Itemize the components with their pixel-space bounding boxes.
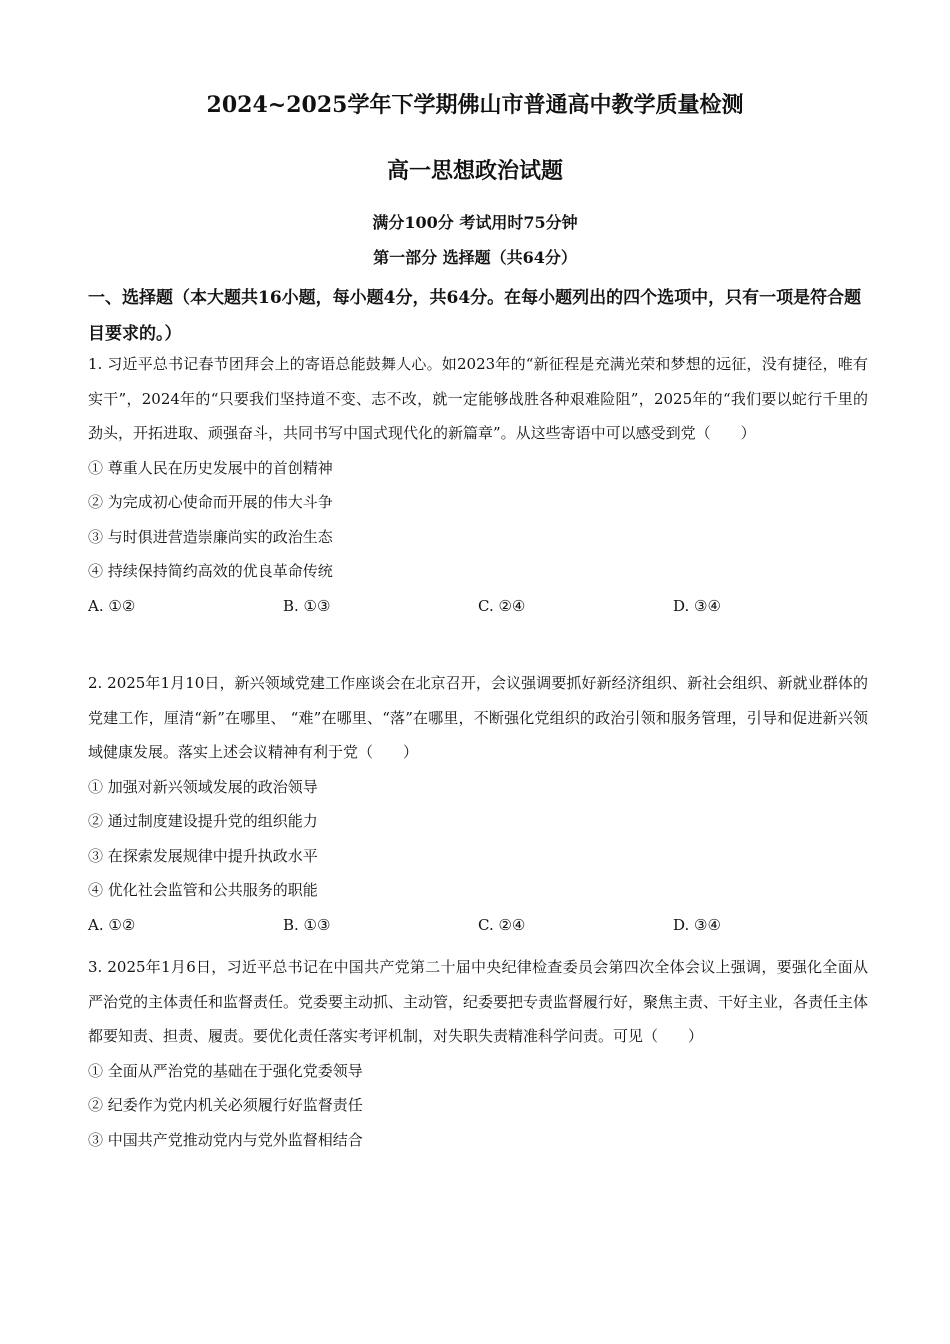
question-1 xyxy=(88,347,868,623)
part-heading: 第一部分 选择题（共64分） xyxy=(373,248,577,267)
question-option: ④ 持续保持简约高效的优良革命传统 xyxy=(88,562,333,580)
question-3 xyxy=(88,950,868,1157)
question-stem: 1. 习近平总书记春节团拜会上的寄语总能鼓舞人心。如2023年的“新征程是充满光荣和梦想的远征，没有捷径，唯有实干”，2024年的“只要我们坚持道不变、志不改，就一定能够战胜各种艰难险阻”，2025年的“我们要以蛇行千里的劲头，开拓进取、顽强奋斗，共同书写中国式现代化的新篇章”。从这些寄语中可以感受到党（ ） xyxy=(88,355,868,442)
question-option: ① 尊重人民在历史发展中的首创精神 xyxy=(88,458,333,477)
question-stem: 3. 2025年1月6日，习近平总书记在中国共产党第二十届中央纪律检查委员会第四次全体会议上强调，要强化全面从严治党的主体责任和监督责任。党委要主动抓、主动管，纪委要把专责监督履行好，聚焦主责、干好主业，各责任主体都要知责、担责、履责。要优化责任落实考评机制，对失职失责精准科学问责。可见（ ） xyxy=(88,958,869,1045)
question-option: ② 通过制度建设提升党的组织能力 xyxy=(88,812,318,830)
question-option: ① 加强对新兴领域发展的政治领导 xyxy=(88,777,318,796)
exam-title: 2024~2025学年下学期佛山市普通高中教学质量检测 xyxy=(206,92,744,118)
choice-d: D. ③④ xyxy=(673,915,721,934)
section-heading: 一、选择题（本大题共16小题，每小题4分，共64分。在每小题列出的四个选项中，只有一项是符合题目要求的。） xyxy=(88,288,862,344)
choice-a: A. ①② xyxy=(88,915,136,934)
exam-meta: 满分100分 考试用时75分钟 xyxy=(372,213,578,232)
answer-choices xyxy=(88,908,868,943)
question-option: ③ 中国共产党推动党内与党外监督相结合 xyxy=(88,1130,363,1149)
answer-choices xyxy=(88,589,868,624)
question-option: ④ 优化社会监管和公共服务的职能 xyxy=(88,881,318,899)
question-2 xyxy=(88,666,868,942)
choice-b: B. ①③ xyxy=(283,596,331,615)
question-option: ③ 与时俱进营造崇廉尚实的政治生态 xyxy=(88,527,333,546)
choice-d: D. ③④ xyxy=(673,596,721,615)
choice-c: C. ②④ xyxy=(478,915,526,934)
choice-c: C. ②④ xyxy=(478,596,526,615)
choice-a: A. ①② xyxy=(88,596,136,615)
question-option: ① 全面从严治党的基础在于强化党委领导 xyxy=(88,1061,363,1080)
question-option: ③ 在探索发展规律中提升执政水平 xyxy=(88,846,318,865)
choice-b: B. ①③ xyxy=(283,915,331,934)
question-option: ② 为完成初心使命而开展的伟大斗争 xyxy=(88,493,333,511)
exam-subtitle: 高一思想政治试题 xyxy=(386,158,563,184)
question-option: ② 纪委作为党内机关必须履行好监督责任 xyxy=(88,1096,363,1114)
question-stem: 2. 2025年1月10日，新兴领域党建工作座谈会在北京召开，会议强调要抓好新经济组织、新社会组织、新就业群体的党建工作，厘清“新”在哪里、 “难”在哪里、“落”在哪里，不断强化党组织的政治引领和服务管理，引导和促进新兴领域健康发展。落实上述会议精神有利于党（ ） xyxy=(88,674,868,761)
